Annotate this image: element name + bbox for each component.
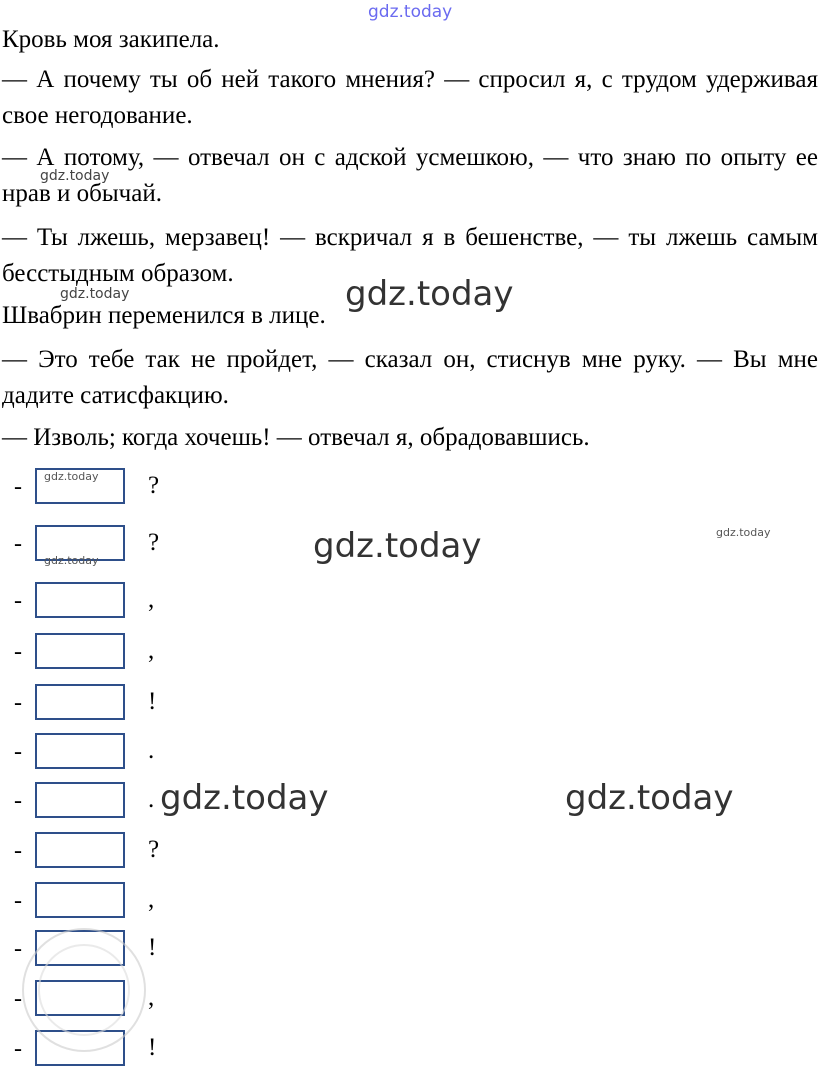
stamp-seal [22,928,146,1052]
scheme-row [0,832,200,872]
punctuation-mark: , [148,637,155,664]
paragraph-5: Швабрин переменился в лице. [2,302,326,329]
watermark-large-4: gdz.today [565,778,734,818]
speech-box [35,782,125,818]
speech-box [35,684,125,720]
scheme-dash: - [14,986,22,1012]
paragraph-6: — Это тебе так не пройдет, — сказал он, стиснув мне руку. — Вы мне дадите сатисфакцию. [2,346,818,409]
scheme-row [0,882,200,922]
paragraph-2: — А почему ты об ней такого мнения? — спросил я, с трудом удерживая свое негодование. [2,66,818,129]
punctuation-mark: ! [148,934,157,961]
scheme-dash: - [14,639,22,665]
scheme-dash: - [14,531,22,557]
speech-box [35,832,125,868]
punctuation-mark: ? [148,472,160,499]
scheme-dash: - [14,888,22,914]
punctuation-mark: . [148,737,155,764]
watermark-box-1: gdz.today [44,470,99,483]
scheme-dash: - [14,838,22,864]
watermark-large-3: gdz.today [160,778,329,818]
punctuation-mark: ? [148,836,160,863]
punctuation-mark: ! [148,1034,157,1061]
scheme-dash: - [14,588,22,614]
speech-box [35,582,125,618]
watermark-large-1: gdz.today [345,274,514,314]
watermark-top: gdz.today [368,2,453,22]
scheme-row [0,684,200,724]
scheme-dash: - [14,474,22,500]
paragraph-1: Кровь моя закипела. [2,26,220,53]
watermark-tiny-right: gdz.today [716,526,771,539]
paragraph-4: — Ты лжешь, мерзавец! — вскричал я в бешенстве, — ты лжешь самым бесстыдным образом. [2,224,818,287]
speech-box [35,733,125,769]
watermark-large-2: gdz.today [313,526,482,566]
paragraph-3: — А потому, — отвечал он с адской усмешкою, — что знаю по опыту ее нрав и обычай. [2,144,818,207]
paragraph-7: — Изволь; когда хочешь! — отвечал я, обрадовавшись. [2,424,590,451]
scheme-row [0,733,200,773]
scheme-dash: - [14,739,22,765]
scheme-dash: - [14,936,22,962]
watermark-small-2: gdz.today [60,286,130,302]
scheme-row [0,468,200,508]
punctuation-mark: ! [148,688,157,715]
scheme-dash: - [14,788,22,814]
speech-box [35,882,125,918]
punctuation-mark: . [148,786,155,813]
scheme-row [0,525,200,565]
speech-box [35,633,125,669]
punctuation-mark: ? [148,529,160,556]
watermark-box-2: gdz.today [44,554,99,567]
watermark-small-1: gdz.today [40,168,110,184]
punctuation-mark: , [148,886,155,913]
scheme-dash: - [14,1036,22,1062]
punctuation-mark: , [148,586,155,613]
scheme-dash: - [14,690,22,716]
punctuation-mark: , [148,984,155,1011]
scheme-row [0,633,200,673]
scheme-row [0,582,200,622]
